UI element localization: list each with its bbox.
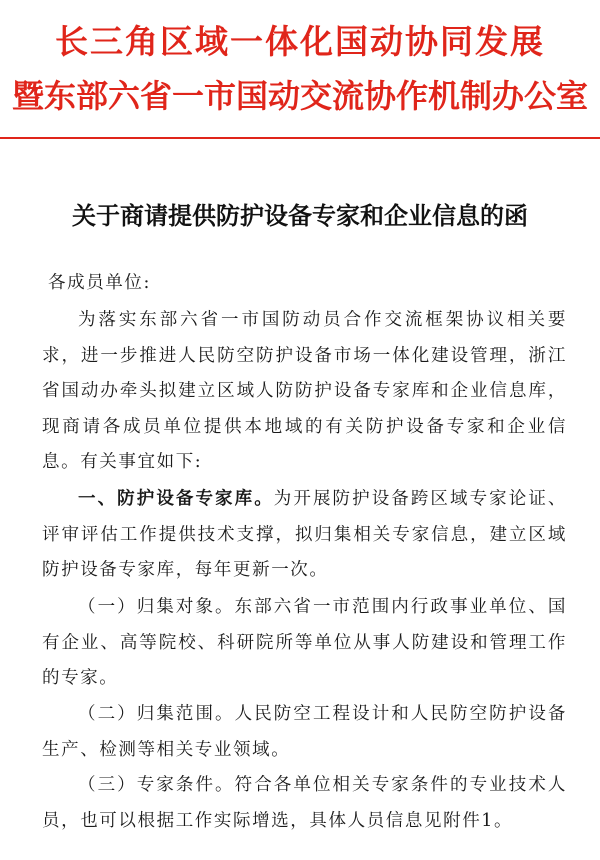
salutation: 各成员单位:: [48, 273, 151, 293]
intro-paragraph: 为落实东部六省一市国防动员合作交流框架协议相关要求，进一步推进人民防空防护设备市场一体化建设管理，浙江省国动办牵头拟建立区域人防防护设备专家库和企业信息库，现商请各成员单位提供本地域的有关防护设备专家和企业信息。有关事宜如下:: [42, 310, 567, 472]
item-2-heading: （二）归集范围。: [78, 704, 235, 724]
letterhead-divider: [0, 137, 600, 139]
section-1-text: 为开展防护设备跨区域专家论证、评审评估工作提供技术支撑，拟归集相关专家信息，建立区域防护设备专家库，每年更新一次。: [42, 489, 568, 580]
item-3-paragraph: [42, 768, 567, 839]
section-1-heading: 一、防护设备专家库。: [78, 489, 274, 509]
letterhead-line-2: 暨东部六省一市国动交流协作机制办公室: [11, 77, 588, 115]
item-1-text: 东部六省一市范围内行政事业单位、国有企业、高等院校、科研院所等单位从事人防建设和管理工作的专家。: [42, 597, 567, 688]
section-1-paragraph: [42, 482, 567, 589]
item-1-heading: （一）归集对象。: [78, 597, 235, 617]
letterhead-line-1: 长三角区域一体化国动协同发展: [55, 22, 545, 61]
document-title: 关于商请提供防护设备专家和企业信息的函: [72, 201, 528, 230]
item-1-paragraph: [42, 590, 567, 697]
item-2-text: 人民防空工程设计和人民防空防护设备生产、检测等相关专业领域。: [42, 704, 567, 760]
item-2-paragraph: [42, 697, 567, 768]
item-3-text: 符合各单位相关专家条件的专业技术人员，也可以根据工作实际增选，具体人员信息见附件1。: [42, 775, 567, 831]
item-3-heading: （三）专家条件。: [78, 775, 235, 795]
